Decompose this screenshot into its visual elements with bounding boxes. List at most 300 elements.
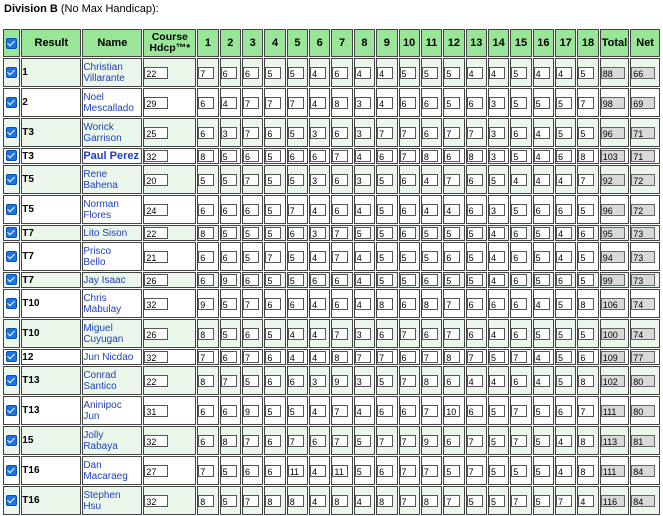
hole-18-score-input[interactable]: 5 <box>578 67 594 79</box>
course-hdcp-input[interactable]: 29 <box>144 97 168 109</box>
hole-2-score-input[interactable]: 5 <box>221 150 237 162</box>
checkbox-icon[interactable] <box>6 435 17 446</box>
course-hdcp-input[interactable]: 32 <box>144 298 168 310</box>
hole-3-score-input[interactable]: 7 <box>243 351 259 363</box>
hole-5-score-input[interactable]: 11 <box>288 465 304 477</box>
player-name-link[interactable]: Lito Sison <box>83 227 128 239</box>
hole-9-score-input[interactable]: 7 <box>377 435 393 447</box>
hole-3-score-input[interactable]: 6 <box>243 328 259 340</box>
hole-16-score-input[interactable]: 5 <box>534 227 550 239</box>
hole-5-score-input[interactable]: 5 <box>288 67 304 79</box>
hole-2-score-input[interactable]: 5 <box>221 328 237 340</box>
row-select-checkbox[interactable] <box>3 349 20 365</box>
hole-9-score-input[interactable]: 5 <box>377 375 393 387</box>
hole-4-score-input[interactable]: 5 <box>265 174 281 186</box>
course-hdcp-input[interactable]: 26 <box>144 328 168 340</box>
row-select-checkbox[interactable] <box>3 426 20 455</box>
hole-5-score-input[interactable]: 5 <box>288 405 304 417</box>
course-hdcp-input[interactable]: 32 <box>144 351 168 363</box>
row-select-checkbox[interactable] <box>3 165 20 194</box>
hole-18-score-input[interactable]: 8 <box>578 150 594 162</box>
hole-7-score-input[interactable]: 7 <box>332 328 348 340</box>
row-select-checkbox[interactable] <box>3 242 20 271</box>
hole-7-score-input[interactable]: 6 <box>332 274 348 286</box>
hole-18-score-input[interactable]: 8 <box>578 465 594 477</box>
hole-16-score-input[interactable]: 4 <box>534 127 550 139</box>
hole-2-score-input[interactable]: 9 <box>221 274 237 286</box>
hole-10-score-input[interactable]: 5 <box>400 274 416 286</box>
hole-5-score-input[interactable]: 5 <box>288 174 304 186</box>
hole-15-score-input[interactable]: 7 <box>511 351 527 363</box>
hole-17-score-input[interactable]: 5 <box>556 97 572 109</box>
hole-13-score-input[interactable]: 8 <box>467 150 483 162</box>
course-hdcp-input[interactable]: 32 <box>144 495 168 507</box>
hole-2-score-input[interactable]: 6 <box>221 251 237 263</box>
hole-10-score-input[interactable]: 6 <box>400 227 416 239</box>
hole-12-score-input[interactable]: 7 <box>444 495 460 507</box>
hole-13-score-input[interactable]: 7 <box>467 465 483 477</box>
hole-15-score-input[interactable]: 5 <box>511 150 527 162</box>
hole-8-score-input[interactable]: 5 <box>355 227 371 239</box>
player-name-link[interactable]: Dan <box>83 459 102 471</box>
select-all-checkbox[interactable] <box>3 29 20 57</box>
hole-5-score-input[interactable]: 5 <box>288 127 304 139</box>
hole-5-score-input[interactable]: 4 <box>288 351 304 363</box>
player-name-link[interactable]: Rabaya <box>83 440 118 452</box>
hole-11-score-input[interactable]: 6 <box>422 97 438 109</box>
hole-4-score-input[interactable]: 6 <box>265 298 281 310</box>
hole-8-score-input[interactable]: 4 <box>355 274 371 286</box>
hole-18-score-input[interactable]: 8 <box>578 435 594 447</box>
hole-7-score-input[interactable]: 7 <box>332 405 348 417</box>
hole-7-score-input[interactable]: 6 <box>332 204 348 216</box>
hole-16-score-input[interactable]: 5 <box>534 251 550 263</box>
player-name-link[interactable]: Cuyugan <box>83 333 124 345</box>
hole-12-score-input[interactable]: 4 <box>444 204 460 216</box>
hole-17-score-input[interactable]: 6 <box>556 204 572 216</box>
hole-13-score-input[interactable]: 6 <box>467 298 483 310</box>
hole-17-score-input[interactable]: 5 <box>556 127 572 139</box>
player-name-link[interactable]: Hsu <box>83 500 102 512</box>
hole-18-score-input[interactable]: 6 <box>578 351 594 363</box>
hole-11-score-input[interactable]: 7 <box>422 351 438 363</box>
hole-9-score-input[interactable]: 5 <box>377 174 393 186</box>
hole-10-score-input[interactable]: 6 <box>400 204 416 216</box>
hole-2-score-input[interactable]: 5 <box>221 495 237 507</box>
hole-3-score-input[interactable]: 9 <box>243 405 259 417</box>
hole-13-score-input[interactable]: 7 <box>467 127 483 139</box>
hole-11-score-input[interactable]: 7 <box>422 465 438 477</box>
player-name-link[interactable]: Jun <box>83 410 100 422</box>
hole-1-score-input[interactable]: 8 <box>198 375 214 387</box>
hole-5-score-input[interactable]: 5 <box>288 251 304 263</box>
hole-10-score-input[interactable]: 7 <box>400 495 416 507</box>
hole-11-score-input[interactable]: 4 <box>422 204 438 216</box>
player-name-link[interactable]: Stephen <box>83 489 121 501</box>
player-name-link[interactable]: Paul Perez <box>83 149 139 162</box>
hole-7-score-input[interactable]: 6 <box>332 127 348 139</box>
hole-18-score-input[interactable]: 5 <box>578 127 594 139</box>
hole-16-score-input[interactable]: 4 <box>534 375 550 387</box>
checkbox-icon[interactable] <box>6 127 17 138</box>
hole-12-score-input[interactable]: 6 <box>444 435 460 447</box>
player-name-link[interactable]: Rene <box>83 168 108 180</box>
checkbox-icon[interactable] <box>6 375 17 386</box>
hole-7-score-input[interactable]: 7 <box>332 227 348 239</box>
hole-11-score-input[interactable]: 6 <box>422 328 438 340</box>
course-hdcp-input[interactable]: 22 <box>144 227 168 239</box>
hole-8-score-input[interactable]: 4 <box>355 405 371 417</box>
hole-9-score-input[interactable]: 8 <box>377 298 393 310</box>
player-name-link[interactable]: Mabulay <box>83 303 122 315</box>
hole-13-score-input[interactable]: 4 <box>467 67 483 79</box>
player-name-link[interactable]: Norman <box>83 198 119 210</box>
hole-17-score-input[interactable]: 5 <box>556 328 572 340</box>
hole-16-score-input[interactable]: 4 <box>534 67 550 79</box>
hole-15-score-input[interactable]: 7 <box>511 435 527 447</box>
hole-14-score-input[interactable]: 3 <box>489 127 505 139</box>
hole-9-score-input[interactable]: 5 <box>377 204 393 216</box>
hole-1-score-input[interactable]: 6 <box>198 97 214 109</box>
hole-17-score-input[interactable]: 5 <box>556 351 572 363</box>
hole-10-score-input[interactable]: 7 <box>400 465 416 477</box>
player-name-link[interactable]: Garrison <box>83 132 122 144</box>
hole-7-score-input[interactable]: 8 <box>332 495 348 507</box>
hole-10-score-input[interactable]: 7 <box>400 328 416 340</box>
hole-6-score-input[interactable]: 3 <box>310 227 326 239</box>
hole-15-score-input[interactable]: 6 <box>511 298 527 310</box>
hole-8-score-input[interactable]: 5 <box>355 435 371 447</box>
hole-1-score-input[interactable]: 7 <box>198 67 214 79</box>
checkbox-icon[interactable] <box>6 328 17 339</box>
hole-17-score-input[interactable]: 4 <box>556 227 572 239</box>
hole-9-score-input[interactable]: 5 <box>377 227 393 239</box>
row-select-checkbox[interactable] <box>3 58 20 87</box>
hole-3-score-input[interactable]: 5 <box>243 375 259 387</box>
hole-13-score-input[interactable]: 5 <box>467 251 483 263</box>
hole-4-score-input[interactable]: 5 <box>265 405 281 417</box>
hole-11-score-input[interactable]: 6 <box>422 127 438 139</box>
course-hdcp-input[interactable]: 20 <box>144 174 168 186</box>
hole-10-score-input[interactable]: 7 <box>400 150 416 162</box>
hole-1-score-input[interactable]: 7 <box>198 351 214 363</box>
row-select-checkbox[interactable] <box>3 486 20 515</box>
hole-7-score-input[interactable]: 6 <box>332 67 348 79</box>
checkbox-icon[interactable] <box>6 204 17 215</box>
hole-8-score-input[interactable]: 4 <box>355 150 371 162</box>
hole-14-score-input[interactable]: 5 <box>489 465 505 477</box>
hole-16-score-input[interactable]: 5 <box>534 97 550 109</box>
hole-17-score-input[interactable]: 4 <box>556 174 572 186</box>
hole-16-score-input[interactable]: 5 <box>534 465 550 477</box>
player-name-link[interactable]: Jun Nicdao <box>83 351 134 363</box>
hole-12-score-input[interactable]: 7 <box>444 127 460 139</box>
hole-7-score-input[interactable]: 7 <box>332 435 348 447</box>
hole-13-score-input[interactable]: 7 <box>467 435 483 447</box>
hole-6-score-input[interactable]: 4 <box>310 495 326 507</box>
player-name-link[interactable]: Miguel <box>83 322 113 334</box>
hole-3-score-input[interactable]: 6 <box>243 67 259 79</box>
hole-14-score-input[interactable]: 5 <box>489 495 505 507</box>
hole-12-score-input[interactable]: 5 <box>444 227 460 239</box>
hole-14-score-input[interactable]: 5 <box>489 174 505 186</box>
hole-9-score-input[interactable]: 5 <box>377 251 393 263</box>
hole-3-score-input[interactable]: 6 <box>243 204 259 216</box>
hole-13-score-input[interactable]: 4 <box>467 375 483 387</box>
hole-4-score-input[interactable]: 7 <box>265 97 281 109</box>
hole-7-score-input[interactable]: 6 <box>332 174 348 186</box>
hole-1-score-input[interactable]: 6 <box>198 405 214 417</box>
hole-1-score-input[interactable]: 8 <box>198 227 214 239</box>
checkbox-icon[interactable] <box>6 174 17 185</box>
course-hdcp-input[interactable]: 21 <box>144 251 168 263</box>
hole-15-score-input[interactable]: 5 <box>511 465 527 477</box>
hole-18-score-input[interactable]: 5 <box>578 274 594 286</box>
hole-1-score-input[interactable]: 8 <box>198 150 214 162</box>
row-select-checkbox[interactable] <box>3 366 20 395</box>
player-name-link[interactable]: Chris <box>83 292 107 304</box>
checkbox-icon[interactable] <box>6 495 17 506</box>
checkbox-icon[interactable] <box>6 227 17 238</box>
hole-4-score-input[interactable]: 5 <box>265 67 281 79</box>
hole-10-score-input[interactable]: 5 <box>400 67 416 79</box>
course-hdcp-input[interactable]: 26 <box>144 274 168 286</box>
row-select-checkbox[interactable] <box>3 289 20 318</box>
hole-1-score-input[interactable]: 6 <box>198 204 214 216</box>
player-name-link[interactable]: Jay Isaac <box>83 274 126 286</box>
hole-2-score-input[interactable]: 5 <box>221 298 237 310</box>
hole-4-score-input[interactable]: 6 <box>265 465 281 477</box>
hole-4-score-input[interactable]: 7 <box>265 251 281 263</box>
hole-5-score-input[interactable]: 7 <box>288 435 304 447</box>
row-select-checkbox[interactable] <box>3 88 20 117</box>
hole-16-score-input[interactable]: 4 <box>534 351 550 363</box>
hole-4-score-input[interactable]: 5 <box>265 204 281 216</box>
hole-4-score-input[interactable]: 5 <box>265 227 281 239</box>
hole-9-score-input[interactable]: 6 <box>377 465 393 477</box>
hole-13-score-input[interactable]: 6 <box>467 405 483 417</box>
hole-3-score-input[interactable]: 6 <box>243 465 259 477</box>
hole-1-score-input[interactable]: 8 <box>198 328 214 340</box>
player-name-link[interactable]: Macaraeg <box>83 470 128 482</box>
hole-14-score-input[interactable]: 5 <box>489 435 505 447</box>
hole-14-score-input[interactable]: 3 <box>489 97 505 109</box>
hole-6-score-input[interactable]: 3 <box>310 127 326 139</box>
hole-11-score-input[interactable]: 8 <box>422 150 438 162</box>
hole-18-score-input[interactable]: 7 <box>578 405 594 417</box>
hole-5-score-input[interactable]: 8 <box>288 495 304 507</box>
hole-12-score-input[interactable]: 6 <box>444 150 460 162</box>
hole-14-score-input[interactable]: 5 <box>489 351 505 363</box>
hole-12-score-input[interactable]: 7 <box>444 328 460 340</box>
course-hdcp-input[interactable]: 25 <box>144 127 168 139</box>
player-name-link[interactable]: Bello <box>83 256 106 268</box>
hole-9-score-input[interactable]: 8 <box>377 495 393 507</box>
hole-16-score-input[interactable]: 5 <box>534 495 550 507</box>
hole-8-score-input[interactable]: 3 <box>355 375 371 387</box>
hole-3-score-input[interactable]: 7 <box>243 435 259 447</box>
checkbox-icon[interactable] <box>6 298 17 309</box>
player-name-link[interactable]: Mescallado <box>83 102 134 114</box>
hole-11-score-input[interactable]: 7 <box>422 405 438 417</box>
hole-12-score-input[interactable]: 6 <box>444 375 460 387</box>
hole-6-score-input[interactable]: 4 <box>310 298 326 310</box>
hole-4-score-input[interactable]: 5 <box>265 150 281 162</box>
hole-14-score-input[interactable]: 4 <box>489 375 505 387</box>
checkbox-icon[interactable] <box>6 97 17 108</box>
player-name-link[interactable]: Santico <box>83 380 117 392</box>
hole-18-score-input[interactable]: 5 <box>578 328 594 340</box>
hole-15-score-input[interactable]: 6 <box>511 375 527 387</box>
hole-14-score-input[interactable]: 4 <box>489 251 505 263</box>
hole-17-score-input[interactable]: 5 <box>556 375 572 387</box>
hole-16-score-input[interactable]: 5 <box>534 405 550 417</box>
player-name-link[interactable]: Worick <box>83 121 114 133</box>
hole-15-score-input[interactable]: 6 <box>511 274 527 286</box>
hole-15-score-input[interactable]: 7 <box>511 405 527 417</box>
hole-2-score-input[interactable]: 5 <box>221 465 237 477</box>
hole-8-score-input[interactable]: 4 <box>355 298 371 310</box>
hole-14-score-input[interactable]: 5 <box>489 405 505 417</box>
hole-6-score-input[interactable]: 6 <box>310 435 326 447</box>
hole-8-score-input[interactable]: 4 <box>355 495 371 507</box>
hole-18-score-input[interactable]: 8 <box>578 298 594 310</box>
hole-11-score-input[interactable]: 4 <box>422 174 438 186</box>
hole-16-score-input[interactable]: 5 <box>534 435 550 447</box>
hole-17-score-input[interactable]: 4 <box>556 435 572 447</box>
hole-18-score-input[interactable]: 7 <box>578 174 594 186</box>
hole-18-score-input[interactable]: 4 <box>578 495 594 507</box>
course-hdcp-input[interactable]: 32 <box>144 150 168 162</box>
hole-4-score-input[interactable]: 5 <box>265 274 281 286</box>
hole-6-score-input[interactable]: 3 <box>310 174 326 186</box>
hole-3-score-input[interactable]: 7 <box>243 127 259 139</box>
hole-8-score-input[interactable]: 4 <box>355 251 371 263</box>
hole-2-score-input[interactable]: 6 <box>221 351 237 363</box>
checkbox-icon[interactable] <box>6 67 17 78</box>
hole-5-score-input[interactable]: 7 <box>288 204 304 216</box>
hole-2-score-input[interactable]: 6 <box>221 204 237 216</box>
hole-6-score-input[interactable]: 4 <box>310 405 326 417</box>
hole-9-score-input[interactable]: 4 <box>377 67 393 79</box>
hole-7-score-input[interactable]: 7 <box>332 150 348 162</box>
hole-6-score-input[interactable]: 4 <box>310 67 326 79</box>
hole-2-score-input[interactable]: 7 <box>221 375 237 387</box>
hole-15-score-input[interactable]: 6 <box>511 328 527 340</box>
hole-10-score-input[interactable]: 6 <box>400 174 416 186</box>
hole-14-score-input[interactable]: 3 <box>489 150 505 162</box>
hole-10-score-input[interactable]: 7 <box>400 375 416 387</box>
hole-4-score-input[interactable]: 6 <box>265 351 281 363</box>
row-select-checkbox[interactable] <box>3 319 20 348</box>
hole-14-score-input[interactable]: 4 <box>489 328 505 340</box>
hole-2-score-input[interactable]: 6 <box>221 67 237 79</box>
hole-6-score-input[interactable]: 4 <box>310 351 326 363</box>
checkbox-icon[interactable] <box>6 351 17 362</box>
hole-12-score-input[interactable]: 6 <box>444 251 460 263</box>
hole-1-score-input[interactable]: 7 <box>198 465 214 477</box>
hole-14-score-input[interactable]: 4 <box>489 274 505 286</box>
checkbox-icon[interactable] <box>6 150 17 161</box>
hole-7-score-input[interactable]: 8 <box>332 97 348 109</box>
hole-11-score-input[interactable]: 8 <box>422 375 438 387</box>
hole-6-score-input[interactable]: 4 <box>310 465 326 477</box>
hole-4-score-input[interactable]: 6 <box>265 435 281 447</box>
hole-12-score-input[interactable]: 8 <box>444 351 460 363</box>
hole-1-score-input[interactable]: 6 <box>198 127 214 139</box>
hole-15-score-input[interactable]: 4 <box>511 174 527 186</box>
hole-12-score-input[interactable]: 5 <box>444 67 460 79</box>
hole-13-score-input[interactable]: 5 <box>467 495 483 507</box>
hole-12-score-input[interactable]: 7 <box>444 298 460 310</box>
player-name-link[interactable]: Prisco <box>83 245 112 257</box>
hole-15-score-input[interactable]: 6 <box>511 127 527 139</box>
hole-17-score-input[interactable]: 6 <box>556 274 572 286</box>
hole-13-score-input[interactable]: 6 <box>467 97 483 109</box>
hole-6-score-input[interactable]: 4 <box>310 204 326 216</box>
hole-14-score-input[interactable]: 6 <box>489 298 505 310</box>
hole-3-score-input[interactable]: 7 <box>243 298 259 310</box>
hole-11-score-input[interactable]: 9 <box>422 435 438 447</box>
row-select-checkbox[interactable] <box>3 456 20 485</box>
hole-17-score-input[interactable]: 7 <box>556 495 572 507</box>
hole-6-score-input[interactable]: 4 <box>310 328 326 340</box>
hole-18-score-input[interactable]: 5 <box>578 204 594 216</box>
hole-17-score-input[interactable]: 6 <box>556 405 572 417</box>
row-select-checkbox[interactable] <box>3 195 20 224</box>
hole-1-score-input[interactable]: 6 <box>198 435 214 447</box>
hole-12-score-input[interactable]: 10 <box>444 405 460 417</box>
hole-6-score-input[interactable]: 6 <box>310 274 326 286</box>
hole-13-score-input[interactable]: 5 <box>467 227 483 239</box>
hole-18-score-input[interactable]: 8 <box>578 375 594 387</box>
hole-17-score-input[interactable]: 4 <box>556 251 572 263</box>
hole-9-score-input[interactable]: 4 <box>377 97 393 109</box>
hole-12-score-input[interactable]: 5 <box>444 274 460 286</box>
hole-14-score-input[interactable]: 4 <box>489 67 505 79</box>
hole-5-score-input[interactable]: 6 <box>288 227 304 239</box>
hole-5-score-input[interactable]: 5 <box>288 274 304 286</box>
checkbox-icon[interactable] <box>6 405 17 416</box>
hole-11-score-input[interactable]: 8 <box>422 495 438 507</box>
player-name-link[interactable]: Conrad <box>83 369 117 381</box>
hole-9-score-input[interactable]: 6 <box>377 150 393 162</box>
hole-11-score-input[interactable]: 5 <box>422 227 438 239</box>
hole-13-score-input[interactable]: 6 <box>467 328 483 340</box>
checkbox-icon[interactable] <box>6 465 17 476</box>
hole-4-score-input[interactable]: 5 <box>265 328 281 340</box>
hole-10-score-input[interactable]: 7 <box>400 435 416 447</box>
hole-18-score-input[interactable]: 6 <box>578 227 594 239</box>
hole-3-score-input[interactable]: 5 <box>243 251 259 263</box>
checkbox-icon[interactable] <box>6 38 17 49</box>
hole-4-score-input[interactable]: 6 <box>265 375 281 387</box>
hole-6-score-input[interactable]: 4 <box>310 97 326 109</box>
hole-3-score-input[interactable]: 5 <box>243 227 259 239</box>
hole-1-score-input[interactable]: 6 <box>198 274 214 286</box>
hole-11-score-input[interactable]: 5 <box>422 67 438 79</box>
hole-8-score-input[interactable]: 3 <box>355 97 371 109</box>
player-name-link[interactable]: Flores <box>83 209 112 221</box>
course-hdcp-input[interactable]: 31 <box>144 405 168 417</box>
hole-9-score-input[interactable]: 5 <box>377 274 393 286</box>
hole-15-score-input[interactable]: 5 <box>511 97 527 109</box>
hole-5-score-input[interactable]: 7 <box>288 97 304 109</box>
hole-1-score-input[interactable]: 9 <box>198 298 214 310</box>
player-name-link[interactable]: Villarante <box>83 72 125 84</box>
hole-7-score-input[interactable]: 9 <box>332 375 348 387</box>
row-select-checkbox[interactable] <box>3 396 20 425</box>
